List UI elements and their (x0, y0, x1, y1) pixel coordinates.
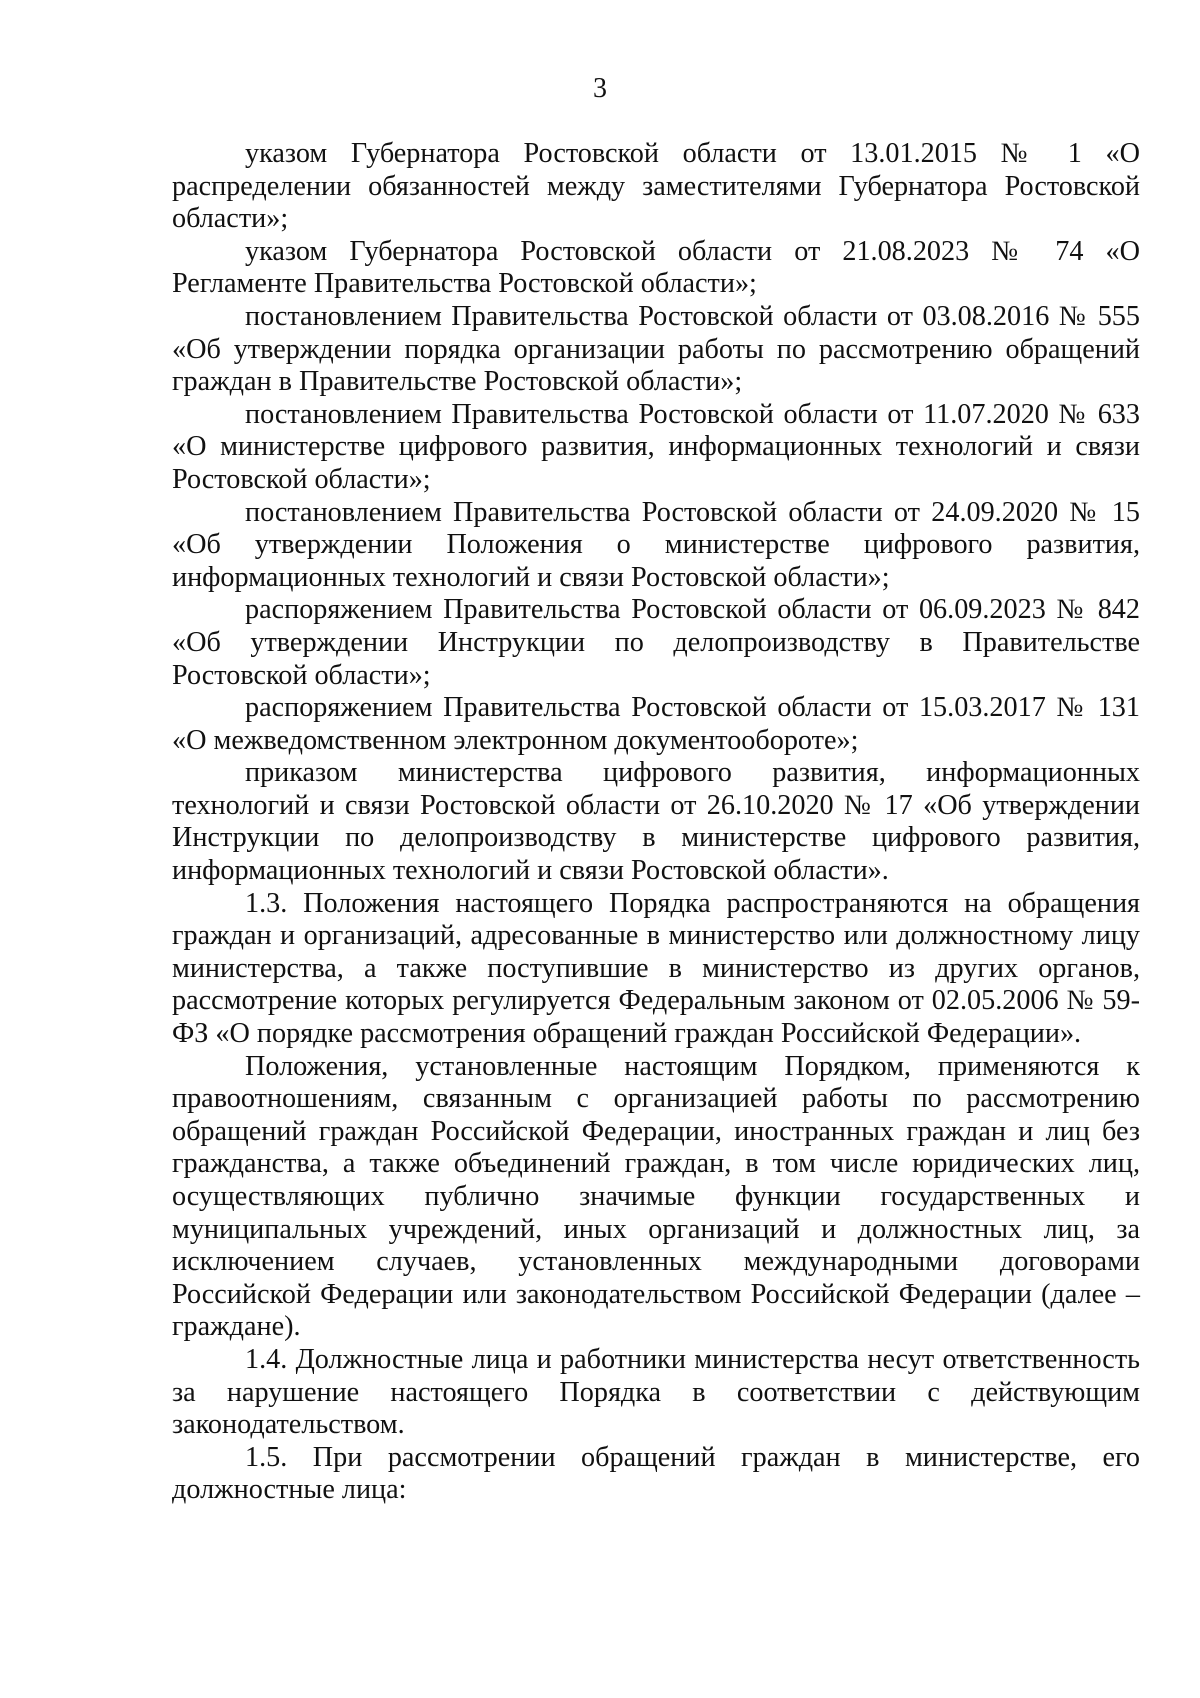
paragraph-section-1-5: 1.5. При рассмотрении обращений граждан в министерстве, его должностные лица: (172, 1441, 1140, 1506)
paragraph-resolution-11-07-2020: постановлением Правительства Ростовской области от 11.07.2020 № 633 «О министерстве цифрового развития, информационных технологий и связи Ростовской области»; (172, 398, 1140, 495)
paragraph-section-1-3-continued: Положения, установленные настоящим Порядком, применяются к правоотношениям, связанным с организацией работы по рассмотрению обращений граждан Российской Федерации, иностранных граждан и лиц без гражданства, а также объединений граждан, в том числе юридических лиц, осуществляющих публично значимые функции государственных и муниципальных учреждений, иных организаций и должностных лиц, за исключением случаев, установленных международными договорами Российской Федерации или законодательством Российской Федерации (далее – граждане). (172, 1050, 1140, 1343)
paragraph-section-1-3: 1.3. Положения настоящего Порядка распространяются на обращения граждан и организаций, адресованные в министерство или должностному лицу министерства, а также поступившие в министерство из других органов, рассмотрение которых регулируется Федеральным законом от 02.05.2006 № 59-ФЗ «О порядке рассмотрения обращений граждан Российской Федерации». (172, 887, 1140, 1050)
paragraph-resolution-24-09-2020: постановлением Правительства Ростовской области от 24.09.2020 № 15 «Об утверждении Положения о министерстве цифрового развития, информационных технологий и связи Ростовской области»; (172, 496, 1140, 593)
paragraph-resolution-03-08-2016: постановлением Правительства Ростовской области от 03.08.2016 № 555 «Об утверждении порядка организации работы по рассмотрению обращений граждан в Правительстве Ростовской области»; (172, 300, 1140, 398)
paragraph-order-06-09-2023: распоряжением Правительства Ростовской области от 06.09.2023 № 842 «Об утверждении Инструкции по делопроизводству в Правительстве Ростовской области»; (172, 594, 1140, 691)
paragraph-decree-13-01-2015: указом Губернатора Ростовской области от 13.01.2015 № 1 «О распределении обязанностей между заместителями Губернатора Ростовской области»; (172, 138, 1140, 235)
paragraph-section-1-4: 1.4. Должностные лица и работники министерства несут ответственность за нарушение настоящего Порядка в соответствии с действующим законодательством. (172, 1343, 1140, 1441)
paragraph-ministry-order-26-10-2020: приказом министерства цифрового развития, информационных технологий и связи Ростовской области от 26.10.2020 № 17 «Об утверждении Инструкции по делопроизводству в министерстве цифрового развития, информационных технологий и связи Ростовской области». (172, 757, 1140, 887)
paragraph-order-15-03-2017: распоряжением Правительства Ростовской области от 15.03.2017 № 131 «О межведомственном электронном документообороте»; (172, 692, 1140, 756)
page-number: 3 (593, 73, 607, 104)
document-body (172, 138, 1140, 1507)
paragraph-decree-21-08-2023: указом Губернатора Ростовской области от 21.08.2023 № 74 «О Регламенте Правительства Ростовской области»; (172, 235, 1140, 300)
